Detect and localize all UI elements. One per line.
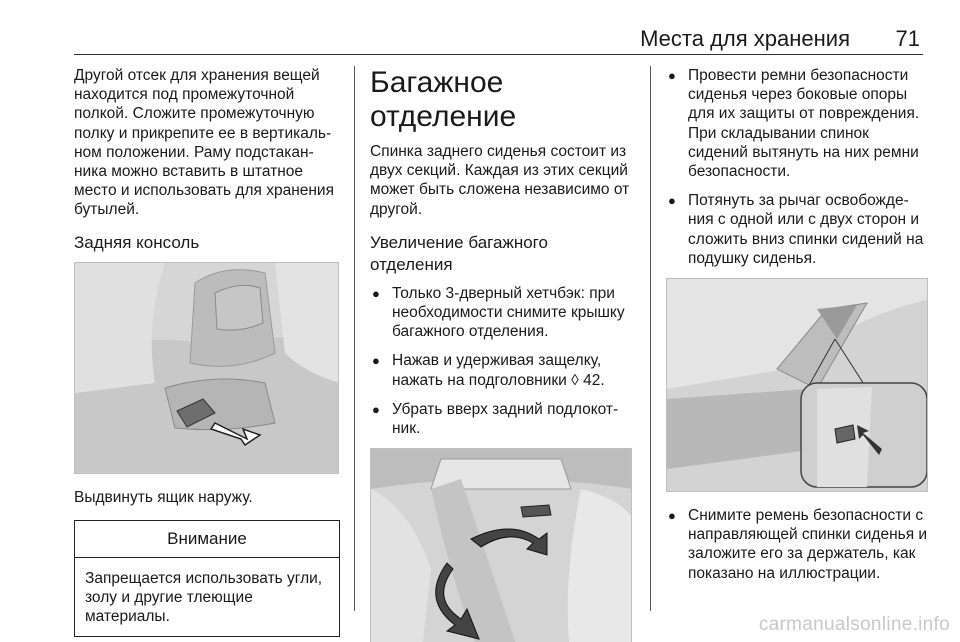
bullet-list: [666, 66, 928, 268]
list-item: ● Только 3-дверный хетчбэк: при необходимости снимите крышку багажного отделения.: [370, 284, 632, 342]
bullet-list: [370, 284, 632, 438]
seatbelt-illustration: [666, 278, 928, 492]
header-rule: [74, 54, 923, 55]
warning-body: Запрещается использовать угли, золу и другие тлеющие материалы.: [85, 570, 323, 626]
list-item: ● Снимите ремень безопасности с направляющей спинки сиденья и заложите его за держатель, как показано на иллюстрации.: [666, 506, 928, 583]
column-divider: [650, 66, 651, 611]
middle-column: [370, 66, 632, 642]
luggage-intro: Спинка заднего сиденья состоит из двух секций. Каждая из этих секций может быть сложена независимо от другой.: [370, 143, 630, 218]
page-number: 71: [895, 26, 920, 51]
section-title: Места для хранения: [640, 26, 850, 51]
list-item: ● Убрать вверх задний подлокотник.: [370, 400, 632, 438]
section-heading: Багажное отделение: [370, 66, 517, 133]
subheading-enlarge: Увеличение багажного отделения: [370, 232, 548, 274]
left-column: [74, 66, 340, 637]
list-item: ● Нажав и удерживая защелку, нажать на подголовники ◊ 42.: [370, 351, 632, 389]
list-item: ● Провести ремни безопасности сиденья через боковые опоры для их защиты от повреждения. При складывании спинок сидений вытянуть на них ремни безопасности.: [666, 66, 928, 181]
headrest-illustration: [370, 448, 632, 642]
warning-title: Внимание: [75, 521, 339, 558]
figure-caption: Выдвинуть ящик наружу.: [74, 488, 253, 506]
bullet-list: [666, 506, 928, 583]
warning-box: [74, 520, 340, 637]
list-item: ● Потянуть за рычаг освобождения с одной или с двух сторон и сложить вниз спинки сидений на подушку сиденья.: [666, 191, 928, 268]
intro-paragraph: Другой отсек для хранения вещей находится под промежуточной полкой. Сложите промежуточную полку и прикрепите ее в вертикальном положении. Раму подстаканника можно вставить в штатное место и использовать для хранения бутылей.: [74, 67, 334, 219]
right-column: [666, 66, 928, 593]
rear-console-illustration: [74, 262, 339, 474]
subheading-rear-console: Задняя консоль: [74, 232, 200, 252]
column-divider: [354, 66, 355, 611]
page-header: [0, 26, 960, 56]
watermark: carmanualsonline.info: [758, 614, 950, 635]
